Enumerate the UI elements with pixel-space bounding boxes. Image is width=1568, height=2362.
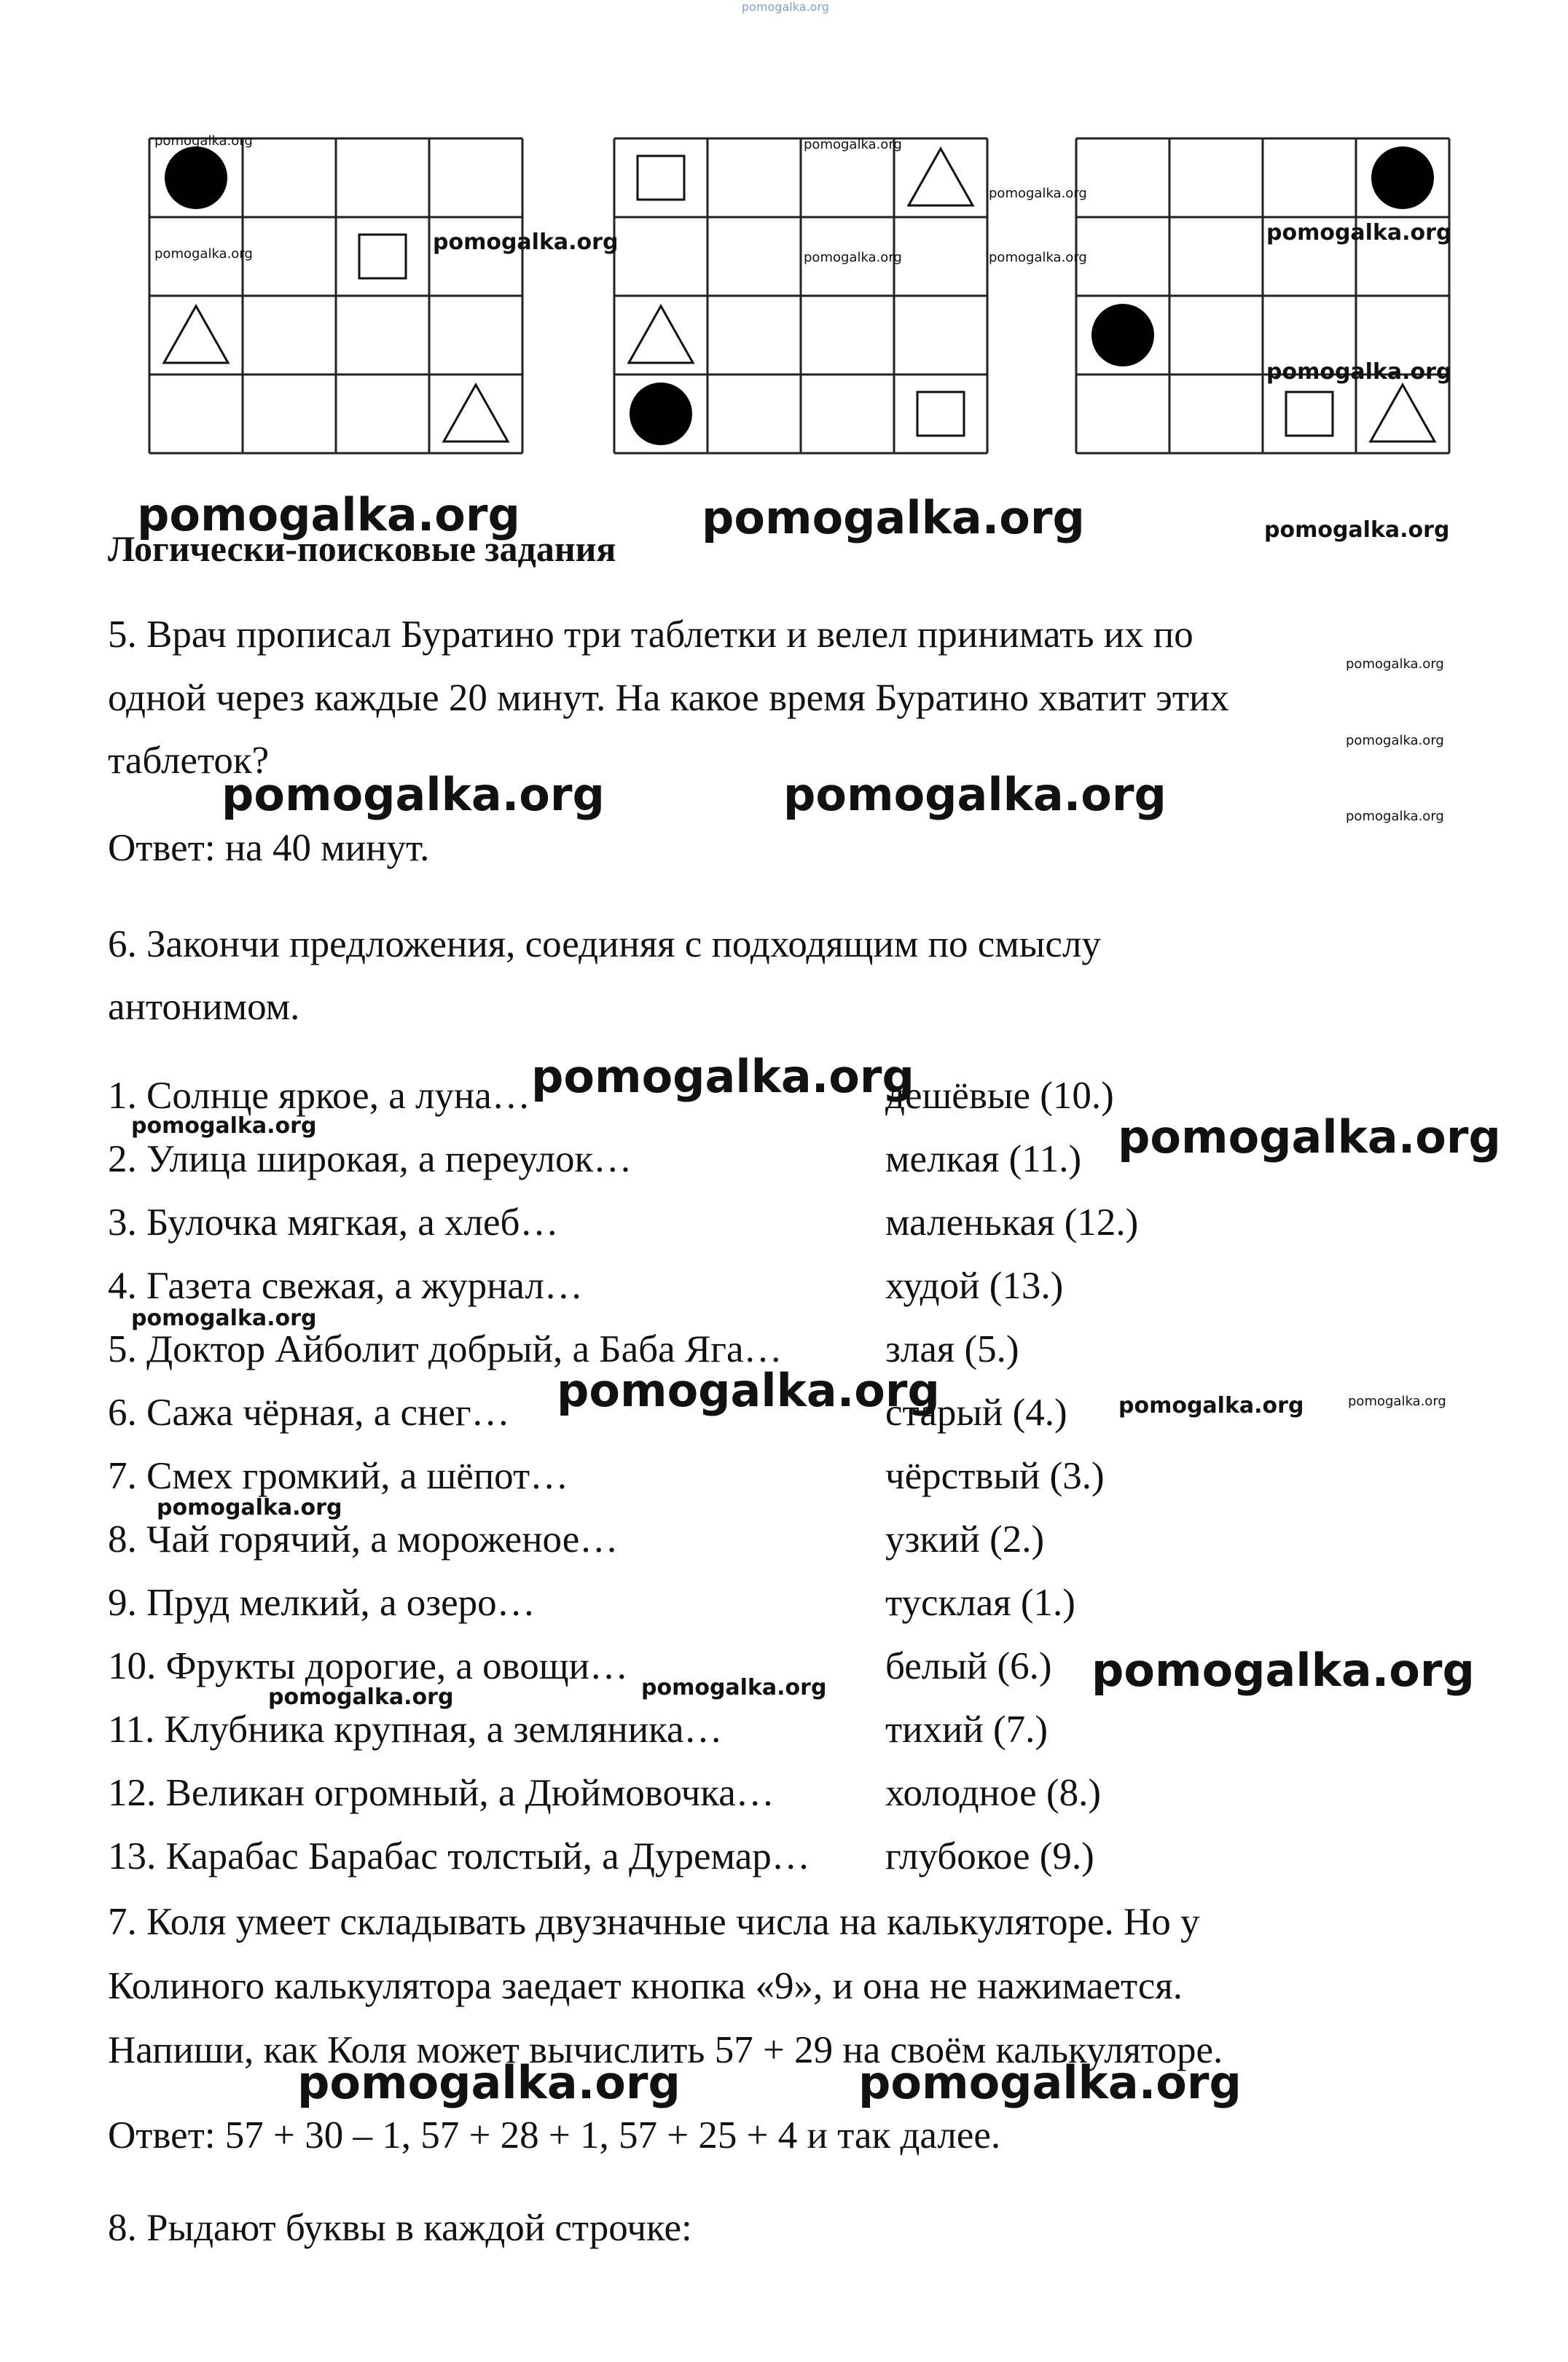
- watermark: pomogalka.org: [131, 1306, 317, 1331]
- antonym-left: 6. Сажа чёрная, а снег…: [108, 1392, 510, 1434]
- watermark: pomogalka.org: [1266, 220, 1452, 246]
- task5-line3: таблеток?: [108, 739, 270, 782]
- watermark: pomogalka.org: [1264, 517, 1450, 543]
- antonym-right: маленькая (12.): [885, 1201, 1139, 1244]
- task5-answer: Ответ: на 40 минут.: [108, 827, 430, 869]
- square-shape: [917, 392, 964, 436]
- antonym-left: 13. Карабас Барабас толстый, а Дуремар…: [108, 1835, 810, 1878]
- shape-grid-2: [614, 138, 987, 453]
- square-shape: [359, 235, 406, 278]
- watermark: pomogalka.org: [783, 768, 1167, 821]
- watermark: pomogalka.org: [641, 1675, 827, 1700]
- antonym-right: старый (4.): [885, 1392, 1067, 1434]
- watermark: pomogalka.org: [1118, 1393, 1304, 1419]
- antonym-right: глубокое (9.): [885, 1835, 1094, 1878]
- triangle-shape: [629, 306, 693, 363]
- triangle-shape: [444, 385, 508, 442]
- antonym-right: холодное (8.): [885, 1772, 1102, 1814]
- antonym-left: 4. Газета свежая, а журнал…: [108, 1265, 583, 1307]
- antonym-left: 3. Булочка мягкая, а хлеб…: [108, 1201, 559, 1244]
- antonym-left: 1. Солнце яркое, а луна…: [108, 1075, 530, 1117]
- task6-line2: антонимом.: [108, 986, 300, 1028]
- antonym-right: дешёвые (10.): [885, 1075, 1114, 1117]
- circle-shape: [630, 382, 692, 445]
- section-title: Логически-поисковые задания: [108, 528, 616, 569]
- shape-grid-1: [149, 138, 522, 453]
- header-watermark: pomogalka.org: [742, 0, 829, 14]
- task6-line1: 6. Закончи предложения, соединяя с подходящим по смыслу: [108, 923, 1101, 965]
- antonym-right: чёрствый (3.): [885, 1455, 1105, 1497]
- watermark: pomogalka.org: [297, 2056, 681, 2109]
- circle-shape: [165, 146, 227, 209]
- task7-answer: Ответ: 57 + 30 – 1, 57 + 28 + 1, 57 + 25 + 4 и так далее.: [108, 2114, 1001, 2157]
- watermark: pomogalka.org: [1091, 1644, 1475, 1697]
- watermark: pomogalka.org: [804, 137, 902, 152]
- watermark: pomogalka.org: [858, 2056, 1242, 2109]
- task8-line1: 8. Рыдают буквы в каждой строчке:: [108, 2207, 692, 2249]
- watermark: pomogalka.org: [1346, 809, 1444, 824]
- watermark: pomogalka.org: [1348, 1394, 1446, 1409]
- watermark: pomogalka.org: [154, 133, 253, 149]
- watermark: pomogalka.org: [989, 250, 1087, 265]
- watermark: pomogalka.org: [702, 491, 1085, 544]
- watermark: pomogalka.org: [531, 1050, 914, 1103]
- watermark: pomogalka.org: [222, 768, 605, 821]
- task7-line1: 7. Коля умеет складывать двузначные числа на калькуляторе. Но у: [108, 1901, 1200, 1943]
- watermark: pomogalka.org: [989, 186, 1087, 201]
- triangle-shape: [1371, 385, 1435, 442]
- watermark: pomogalka.org: [268, 1684, 454, 1710]
- watermark: pomogalka.org: [154, 246, 253, 262]
- watermark: pomogalka.org: [1266, 359, 1452, 385]
- antonym-left: 9. Пруд мелкий, а озеро…: [108, 1582, 536, 1624]
- grid-svg: [148, 133, 524, 455]
- grid-svg: [1075, 137, 1451, 455]
- shape-grid-3: [1076, 138, 1452, 453]
- square-shape: [1286, 392, 1333, 436]
- antonym-right: худой (13.): [885, 1265, 1064, 1307]
- watermark: pomogalka.org: [433, 229, 619, 255]
- antonym-left: 12. Великан огромный, а Дюймовочка…: [108, 1772, 775, 1814]
- watermark: pomogalka.org: [804, 250, 902, 265]
- antonym-right: узкий (2.): [885, 1518, 1045, 1561]
- triangle-shape: [164, 306, 228, 363]
- antonym-right: белый (6.): [885, 1645, 1052, 1687]
- task5-line2: одной через каждые 20 минут. На какое время Буратино хватит этих: [108, 677, 1229, 719]
- task7-line3: Напиши, как Коля может вычислить 57 + 29 на своём калькуляторе.: [108, 2029, 1223, 2071]
- antonym-right: тусклая (1.): [885, 1582, 1075, 1624]
- circle-shape: [1371, 146, 1434, 209]
- watermark: pomogalka.org: [131, 1113, 317, 1139]
- square-shape: [638, 156, 684, 200]
- watermark: pomogalka.org: [137, 488, 520, 541]
- antonym-left: 2. Улица широкая, а переулок…: [108, 1138, 632, 1180]
- watermark: pomogalka.org: [557, 1364, 940, 1417]
- antonym-left: 5. Доктор Айболит добрый, а Баба Яга…: [108, 1328, 783, 1370]
- antonym-right: злая (5.): [885, 1328, 1019, 1370]
- watermark: pomogalka.org: [157, 1495, 342, 1521]
- triangle-shape: [909, 149, 973, 205]
- antonym-right: мелкая (11.): [885, 1138, 1082, 1180]
- circle-shape: [1091, 304, 1154, 366]
- antonym-left: 8. Чай горячий, а мороженое…: [108, 1518, 619, 1561]
- antonym-right: тихий (7.): [885, 1708, 1048, 1751]
- watermark: pomogalka.org: [1118, 1110, 1501, 1164]
- antonym-left: 11. Клубника крупная, а земляника…: [108, 1708, 723, 1751]
- task5-line1: 5. Врач прописал Буратино три таблетки и велел принимать их по: [108, 613, 1193, 656]
- antonym-left: 7. Смех громкий, а шёпот…: [108, 1455, 569, 1497]
- watermark: pomogalka.org: [1346, 733, 1444, 748]
- antonym-left: 10. Фрукты дорогие, а овощи…: [108, 1645, 628, 1687]
- task7-line2: Колиного калькулятора заедает кнопка «9», и она не нажимается.: [108, 1965, 1183, 2007]
- watermark: pomogalka.org: [1346, 656, 1444, 672]
- grid-svg: [613, 137, 989, 455]
